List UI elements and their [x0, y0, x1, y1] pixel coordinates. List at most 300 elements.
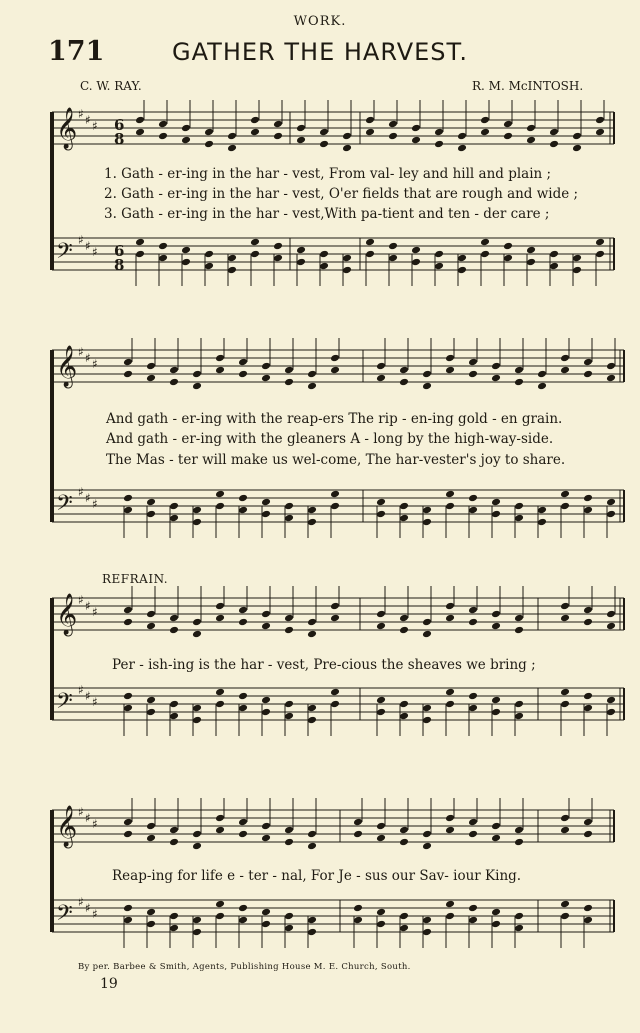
notehead — [238, 830, 248, 839]
notehead — [353, 818, 363, 827]
notehead — [250, 116, 260, 125]
notehead — [514, 924, 524, 933]
notehead — [422, 370, 432, 379]
notehead — [169, 912, 179, 921]
notehead — [491, 834, 501, 843]
author-credit: C. W. RAY. — [80, 79, 142, 93]
notehead — [365, 238, 375, 247]
notehead — [169, 924, 179, 933]
notehead — [273, 242, 283, 251]
notehead — [422, 830, 432, 839]
notehead — [376, 908, 386, 917]
bass-clef-icon: 𝄢 — [56, 239, 73, 269]
notehead — [146, 834, 156, 843]
sharp-icon: ♯ — [78, 485, 84, 499]
notehead — [445, 490, 455, 499]
notehead — [388, 242, 398, 251]
notehead — [215, 490, 225, 499]
notehead — [491, 708, 501, 717]
notehead — [192, 928, 202, 937]
notehead — [583, 358, 593, 367]
sharp-icon: ♯ — [92, 245, 98, 259]
notehead — [445, 366, 455, 375]
notehead — [411, 246, 421, 255]
notehead — [572, 254, 582, 263]
notehead — [434, 250, 444, 259]
notehead — [583, 606, 593, 615]
notehead — [514, 366, 524, 375]
notehead — [319, 262, 329, 271]
notehead — [192, 518, 202, 527]
notehead — [468, 618, 478, 627]
notehead — [307, 916, 317, 925]
notehead — [284, 712, 294, 721]
notehead — [468, 916, 478, 925]
notehead — [434, 262, 444, 271]
notehead — [135, 128, 145, 137]
notehead — [606, 362, 616, 371]
notehead — [514, 626, 524, 635]
notehead — [261, 510, 271, 519]
notehead — [537, 382, 547, 391]
notehead — [399, 378, 409, 387]
notehead — [135, 116, 145, 125]
notehead — [422, 928, 432, 937]
notehead — [560, 614, 570, 623]
notehead — [192, 830, 202, 839]
notehead — [181, 136, 191, 145]
notehead — [468, 818, 478, 827]
notehead — [503, 120, 513, 129]
notehead — [169, 712, 179, 721]
notehead — [491, 374, 501, 383]
notehead — [215, 602, 225, 611]
notehead — [445, 912, 455, 921]
notehead — [526, 124, 536, 133]
notehead — [146, 362, 156, 371]
notehead — [457, 144, 467, 153]
notehead — [307, 518, 317, 527]
notehead — [376, 708, 386, 717]
notehead — [491, 696, 501, 705]
notehead — [238, 904, 248, 913]
treble-clef-icon: 𝄞 — [56, 806, 78, 847]
notehead — [169, 614, 179, 623]
hymn-title: GATHER THE HARVEST. — [172, 38, 468, 66]
notehead — [514, 514, 524, 523]
notehead — [445, 900, 455, 909]
notehead — [273, 254, 283, 263]
notehead — [192, 842, 202, 851]
notehead — [468, 506, 478, 515]
sharp-icon: ♯ — [92, 907, 98, 921]
notehead — [353, 904, 363, 913]
notehead — [146, 622, 156, 631]
notehead — [238, 606, 248, 615]
notehead — [365, 250, 375, 259]
notehead — [422, 382, 432, 391]
sharp-icon: ♯ — [78, 683, 84, 697]
notehead — [158, 120, 168, 129]
notehead — [480, 250, 490, 259]
notehead — [123, 618, 133, 627]
notehead — [215, 354, 225, 363]
notehead — [445, 688, 455, 697]
notehead — [192, 370, 202, 379]
notehead — [491, 362, 501, 371]
notehead — [399, 366, 409, 375]
verse-1-line-1: 1. Gath - er-ing in the har - vest, From val- ley and hill and plain ; — [104, 166, 552, 182]
notehead — [330, 602, 340, 611]
sharp-icon: ♯ — [85, 901, 91, 915]
notehead — [192, 618, 202, 627]
notehead — [376, 834, 386, 843]
notehead — [192, 506, 202, 515]
sharp-icon: ♯ — [78, 805, 84, 819]
notehead — [296, 136, 306, 145]
notehead — [376, 822, 386, 831]
notehead — [238, 818, 248, 827]
sharp-icon: ♯ — [92, 695, 98, 709]
notehead — [560, 912, 570, 921]
notehead — [307, 382, 317, 391]
notehead — [284, 502, 294, 511]
notehead — [434, 128, 444, 137]
notehead — [468, 358, 478, 367]
notehead — [169, 626, 179, 635]
sharp-icon: ♯ — [92, 817, 98, 831]
notehead — [158, 254, 168, 263]
notehead — [572, 144, 582, 153]
bass-clef-icon: 𝄢 — [56, 491, 73, 521]
notehead — [261, 834, 271, 843]
notehead — [261, 622, 271, 631]
notehead — [503, 132, 513, 141]
notehead — [169, 366, 179, 375]
notehead — [227, 266, 237, 275]
notehead — [261, 362, 271, 371]
notehead — [192, 704, 202, 713]
bass-clef-icon: 𝄢 — [56, 901, 73, 931]
notehead — [169, 514, 179, 523]
notehead — [399, 626, 409, 635]
notehead — [284, 826, 294, 835]
notehead — [158, 242, 168, 251]
notehead — [204, 128, 214, 137]
notehead — [204, 250, 214, 259]
notehead — [215, 688, 225, 697]
notehead — [261, 374, 271, 383]
notehead — [560, 826, 570, 835]
notehead — [549, 128, 559, 137]
notehead — [399, 912, 409, 921]
notehead — [445, 826, 455, 835]
notehead — [514, 838, 524, 847]
sharp-icon: ♯ — [85, 811, 91, 825]
notehead — [376, 510, 386, 519]
notehead — [422, 630, 432, 639]
notehead — [595, 238, 605, 247]
verse-1-line-2: And gath - er-ing with the reap-ers The rip - en-ing gold - en grain. — [106, 411, 563, 427]
notehead — [595, 128, 605, 137]
notehead — [514, 826, 524, 835]
notehead — [376, 498, 386, 507]
notehead — [583, 904, 593, 913]
time-sig-top-treble: 6 — [114, 116, 125, 134]
notehead — [468, 692, 478, 701]
notehead — [365, 128, 375, 137]
notehead — [376, 374, 386, 383]
notehead — [238, 494, 248, 503]
notehead — [480, 128, 490, 137]
notehead — [146, 374, 156, 383]
notehead — [537, 518, 547, 527]
notehead — [468, 370, 478, 379]
sharp-icon: ♯ — [92, 497, 98, 511]
notehead — [560, 366, 570, 375]
notehead — [595, 116, 605, 125]
notehead — [606, 622, 616, 631]
notehead — [353, 830, 363, 839]
notehead — [583, 618, 593, 627]
notehead — [422, 518, 432, 527]
notehead — [330, 366, 340, 375]
sharp-icon: ♯ — [85, 239, 91, 253]
notehead — [146, 920, 156, 929]
notehead — [526, 258, 536, 267]
notehead — [399, 826, 409, 835]
notehead — [342, 132, 352, 141]
sharp-icon: ♯ — [85, 689, 91, 703]
notehead — [123, 818, 133, 827]
notehead — [491, 908, 501, 917]
notehead — [146, 510, 156, 519]
notehead — [284, 614, 294, 623]
verse-2-line-2: And gath - er-ing with the gleaners A - long by the high-way-side. — [106, 431, 554, 447]
notehead — [330, 502, 340, 511]
notehead — [284, 366, 294, 375]
notehead — [388, 120, 398, 129]
notehead — [422, 842, 432, 851]
notehead — [422, 916, 432, 925]
notehead — [273, 132, 283, 141]
notehead — [319, 250, 329, 259]
notehead — [399, 924, 409, 933]
notehead — [261, 498, 271, 507]
notehead — [468, 494, 478, 503]
verse-3-line-1: 3. Gath - er-ing in the har - vest,With pa-tient and ten - der care ; — [104, 206, 550, 222]
notehead — [296, 258, 306, 267]
notehead — [169, 378, 179, 387]
notehead — [549, 140, 559, 149]
notehead — [583, 506, 593, 515]
notehead — [215, 366, 225, 375]
notehead — [123, 358, 133, 367]
notehead — [457, 266, 467, 275]
notehead — [457, 254, 467, 263]
notehead — [307, 842, 317, 851]
notehead — [560, 700, 570, 709]
notehead — [445, 502, 455, 511]
notehead — [560, 490, 570, 499]
notehead — [307, 370, 317, 379]
notehead — [560, 602, 570, 611]
notehead — [123, 830, 133, 839]
notehead — [146, 708, 156, 717]
notehead — [123, 916, 133, 925]
notehead — [284, 700, 294, 709]
notehead — [250, 250, 260, 259]
notehead — [606, 374, 616, 383]
notehead — [353, 916, 363, 925]
time-sig-bottom-treble: 8 — [114, 130, 125, 148]
notehead — [445, 700, 455, 709]
notehead — [583, 494, 593, 503]
notehead — [560, 900, 570, 909]
notehead — [560, 354, 570, 363]
notehead — [284, 626, 294, 635]
notehead — [123, 494, 133, 503]
notehead — [422, 716, 432, 725]
verse-2-line-1: 2. Gath - er-ing in the har - vest, O'er fields that are rough and wide ; — [104, 186, 579, 202]
notehead — [388, 254, 398, 263]
notehead — [491, 822, 501, 831]
notehead — [583, 370, 593, 379]
notehead — [319, 128, 329, 137]
notehead — [123, 704, 133, 713]
sharp-icon: ♯ — [78, 593, 84, 607]
notehead — [261, 920, 271, 929]
notehead — [399, 502, 409, 511]
notehead — [526, 136, 536, 145]
sharp-icon: ♯ — [85, 491, 91, 505]
notehead — [572, 132, 582, 141]
notehead — [123, 506, 133, 515]
notehead — [330, 490, 340, 499]
notehead — [411, 258, 421, 267]
notehead — [560, 814, 570, 823]
notehead — [135, 250, 145, 259]
notehead — [537, 506, 547, 515]
notehead — [192, 630, 202, 639]
sharp-icon: ♯ — [78, 233, 84, 247]
notehead — [445, 614, 455, 623]
notehead — [457, 132, 467, 141]
notehead — [146, 822, 156, 831]
notehead — [227, 144, 237, 153]
notehead — [560, 688, 570, 697]
refrain-label: REFRAIN. — [102, 572, 169, 586]
verse-3-line-2: The Mas - ter will make us wel-come, The har-vester's joy to share. — [106, 452, 566, 468]
notehead — [445, 354, 455, 363]
notehead — [583, 916, 593, 925]
notehead — [261, 696, 271, 705]
notehead — [319, 140, 329, 149]
notehead — [158, 132, 168, 141]
notehead — [365, 116, 375, 125]
notehead — [491, 622, 501, 631]
notehead — [491, 498, 501, 507]
hymn-number: 171 — [48, 36, 105, 67]
notehead — [526, 246, 536, 255]
notehead — [491, 510, 501, 519]
notehead — [192, 716, 202, 725]
notehead — [284, 514, 294, 523]
notehead — [342, 266, 352, 275]
sharp-icon: ♯ — [85, 113, 91, 127]
notehead — [284, 924, 294, 933]
notehead — [169, 838, 179, 847]
notehead — [468, 606, 478, 615]
notehead — [503, 242, 513, 251]
notehead — [445, 602, 455, 611]
notehead — [399, 700, 409, 709]
notehead — [284, 378, 294, 387]
notehead — [215, 502, 225, 511]
treble-clef-icon: 𝄞 — [56, 108, 78, 149]
notehead — [491, 610, 501, 619]
notehead — [376, 920, 386, 929]
notehead — [192, 382, 202, 391]
notehead — [549, 262, 559, 271]
notehead — [169, 826, 179, 835]
copyright-footer: By per. Barbee & Smith, Agents, Publishing House M. E. Church, South. — [78, 962, 411, 972]
notehead — [307, 830, 317, 839]
notehead — [342, 144, 352, 153]
notehead — [606, 696, 616, 705]
notehead — [399, 712, 409, 721]
notehead — [215, 814, 225, 823]
notehead — [227, 132, 237, 141]
notehead — [238, 370, 248, 379]
notehead — [135, 238, 145, 247]
notehead — [238, 618, 248, 627]
time-sig-top-bass: 6 — [114, 242, 125, 260]
notehead — [204, 262, 214, 271]
sharp-icon: ♯ — [92, 605, 98, 619]
notehead — [422, 618, 432, 627]
notehead — [583, 818, 593, 827]
sharp-icon: ♯ — [92, 119, 98, 133]
notehead — [422, 704, 432, 713]
notehead — [388, 132, 398, 141]
notehead — [238, 358, 248, 367]
notehead — [284, 838, 294, 847]
notehead — [595, 250, 605, 259]
notehead — [376, 622, 386, 631]
notehead — [583, 830, 593, 839]
notehead — [606, 510, 616, 519]
notehead — [411, 136, 421, 145]
notehead — [215, 912, 225, 921]
notehead — [330, 700, 340, 709]
notehead — [572, 266, 582, 275]
notehead — [169, 502, 179, 511]
refrain-lyric-line-1: Per - ish-ing is the har - vest, Pre-cious the sheaves we bring ; — [112, 657, 536, 673]
notehead — [215, 614, 225, 623]
treble-clef-icon: 𝄞 — [56, 594, 78, 635]
notehead — [411, 124, 421, 133]
notehead — [215, 826, 225, 835]
page-number: 19 — [100, 976, 118, 992]
sharp-icon: ♯ — [78, 345, 84, 359]
notehead — [514, 614, 524, 623]
notehead — [123, 904, 133, 913]
notehead — [503, 254, 513, 263]
notehead — [514, 700, 524, 709]
notehead — [227, 254, 237, 263]
notehead — [261, 708, 271, 717]
